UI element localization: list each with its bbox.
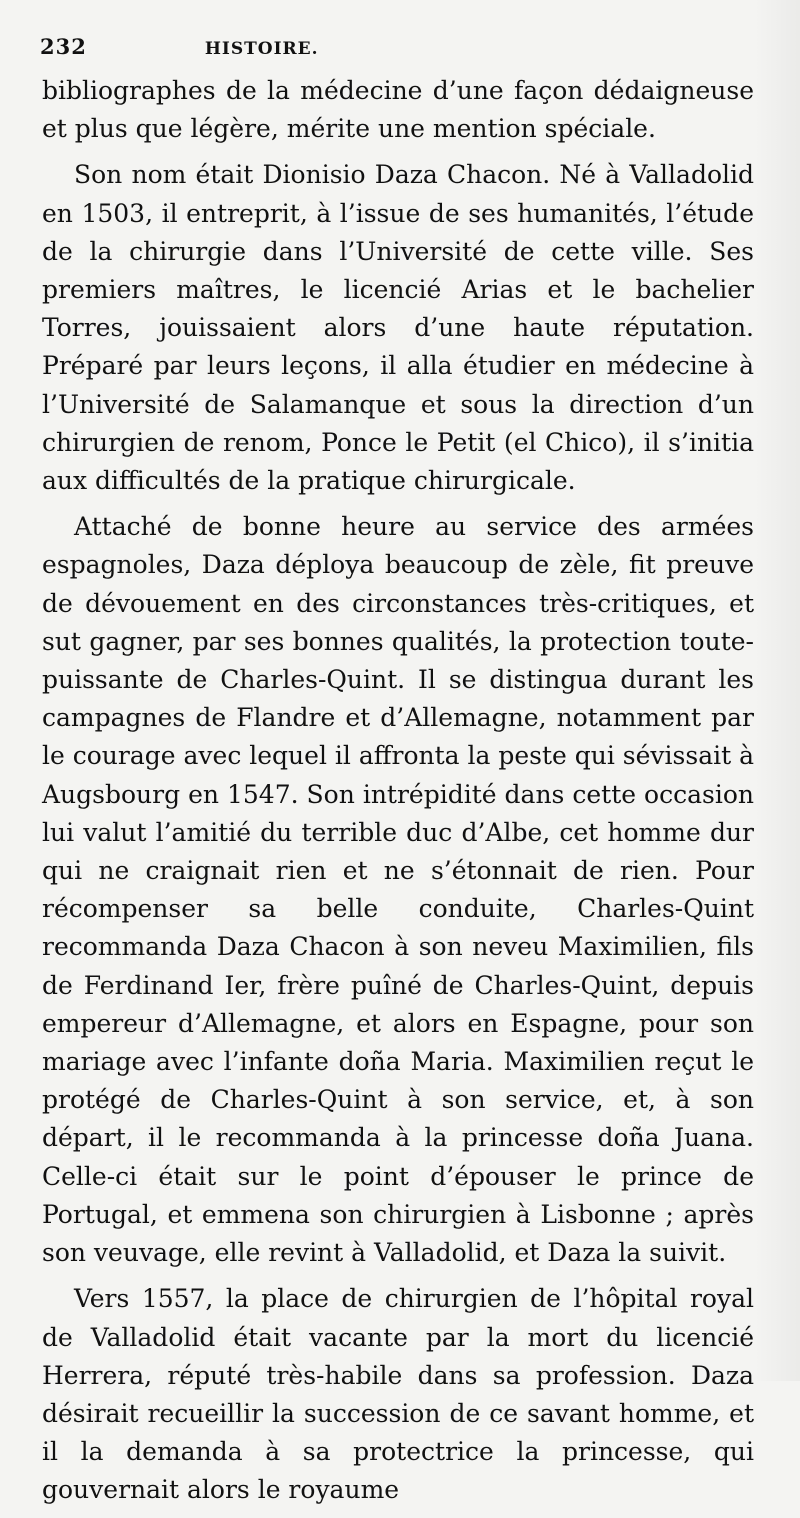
running-title: HISTOIRE. (204, 39, 319, 59)
body-text (42, 72, 754, 1518)
page-header (40, 34, 390, 59)
paragraph-military-service: Attaché de bonne heure au service des armées espagnoles, Daza déploya beaucoup de zèle, fit preuve de dévouement en des circonstances très-critiques, et sut gagner, par ses bonnes qualités, la protection toute-puissante de Charles-Quint. Il se distingua durant les campagnes de Flandre et d’Allemagne, notamment par le courage avec lequel il affronta la peste qui sévissait à Augsbourg en 1547. Son intrépidité dans cette occasion lui valut l’amitié du terrible duc d’Albe, cet homme dur qui ne craignait rien et ne s’étonnait de rien. Pour récompenser sa belle conduite, Charles-Quint recommanda Daza Chacon à son neveu Maximilien, fils de Ferdinand Ier, frère puîné de Charles-Quint, depuis empereur d’Allemagne, et alors en Espagne, pour son mariage avec l’infante doña Maria. Maximilien reçut le protégé de Charles-Quint à son service, et, à son départ, il le recommanda à la princesse doña Juana. Celle-ci était sur le point d’épouser le prince de Portugal, et emmena son chirurgien à Lisbonne ; après son veuvage, elle revint à Valladolid, et Daza la suivit. (42, 512, 755, 1268)
paragraph-hospital-post: Vers 1557, la place de chirurgien de l’hôpital royal de Valladolid était vacante par la mort du licencié Herrera, réputé très-habile dans sa profession. Daza désirait recueillir la succession de ce savant homme, et il la demanda à sa protectrice la princesse, qui gouvernait alors le royaume (42, 1284, 754, 1505)
page-number: 232 (40, 34, 87, 59)
paragraph-continuation: bibliographes de la médecine d’une façon dédaigneuse et plus que légère, mérite une mention spéciale. (42, 76, 754, 144)
page-edge-shadow (754, 0, 800, 1381)
paragraph-biography-origins: Son nom était Dionisio Daza Chacon. Né à Valladolid en 1503, il entreprit, à l’issue de ses humanités, l’étude de la chirurgie dans l’Université de cette ville. Ses premiers maîtres, le licencié Arias et le bachelier Torres, jouissaient alors d’une haute réputation. Préparé par leurs leçons, il alla étudier en médecine à l’Université de Salamanque et sous la direction d’un chirurgien de renom, Ponce le Petit (el Chico), il s’initia aux difficultés de la pratique chirurgicale. (42, 160, 754, 496)
